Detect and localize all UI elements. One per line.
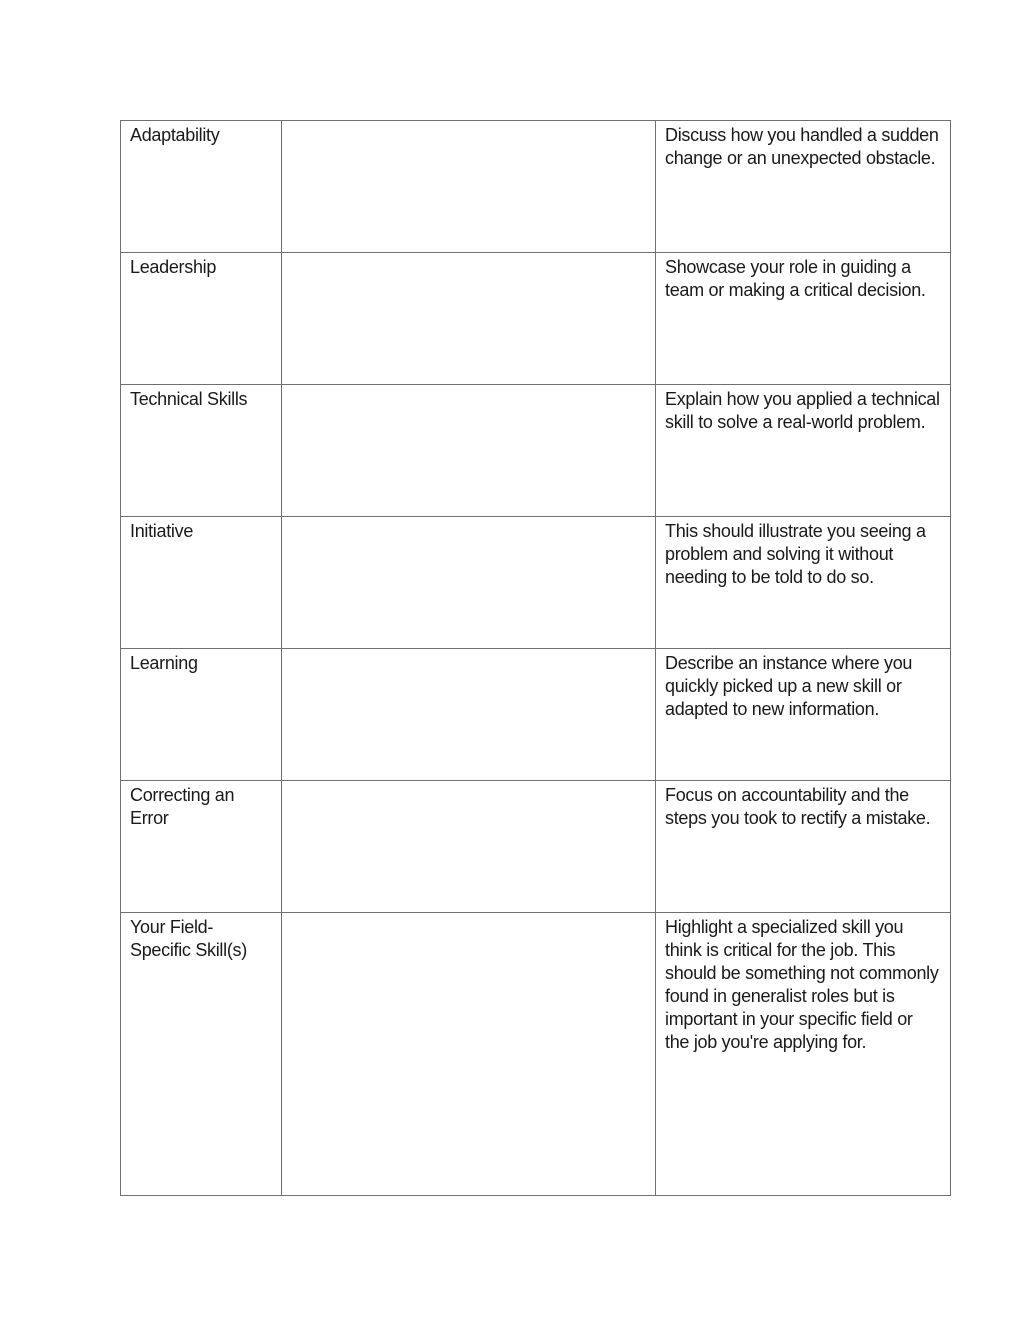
table-row <box>121 781 951 913</box>
table-row <box>121 913 951 1196</box>
response-cell[interactable] <box>282 385 656 517</box>
skill-name-cell: Your Field-Specific Skill(s) <box>121 913 282 1196</box>
skills-table <box>120 120 951 1196</box>
skill-tip-cell: Highlight a specialized skill you think is critical for the job. This should be something not commonly found in generalist roles but is important in your specific field or the job you're applying for. <box>656 913 951 1196</box>
skill-name-cell: Learning <box>121 649 282 781</box>
response-cell[interactable] <box>282 517 656 649</box>
table-row <box>121 385 951 517</box>
skill-name-cell: Leadership <box>121 253 282 385</box>
skill-name-cell: Correcting an Error <box>121 781 282 913</box>
response-cell[interactable] <box>282 781 656 913</box>
skill-name-cell: Initiative <box>121 517 282 649</box>
response-cell[interactable] <box>282 649 656 781</box>
table-row <box>121 649 951 781</box>
skill-tip-cell: This should illustrate you seeing a problem and solving it without needing to be told to do so. <box>656 517 951 649</box>
table-row <box>121 253 951 385</box>
skill-tip-cell: Discuss how you handled a sudden change or an unexpected obstacle. <box>656 121 951 253</box>
skill-tip-cell: Showcase your role in guiding a team or making a critical decision. <box>656 253 951 385</box>
skill-tip-cell: Describe an instance where you quickly picked up a new skill or adapted to new information. <box>656 649 951 781</box>
table-row <box>121 517 951 649</box>
table-row <box>121 121 951 253</box>
skill-tip-cell: Explain how you applied a technical skill to solve a real-world problem. <box>656 385 951 517</box>
response-cell[interactable] <box>282 913 656 1196</box>
skill-name-cell: Adaptability <box>121 121 282 253</box>
response-cell[interactable] <box>282 253 656 385</box>
response-cell[interactable] <box>282 121 656 253</box>
skill-tip-cell: Focus on accountability and the steps you took to rectify a mistake. <box>656 781 951 913</box>
skill-name-cell: Technical Skills <box>121 385 282 517</box>
